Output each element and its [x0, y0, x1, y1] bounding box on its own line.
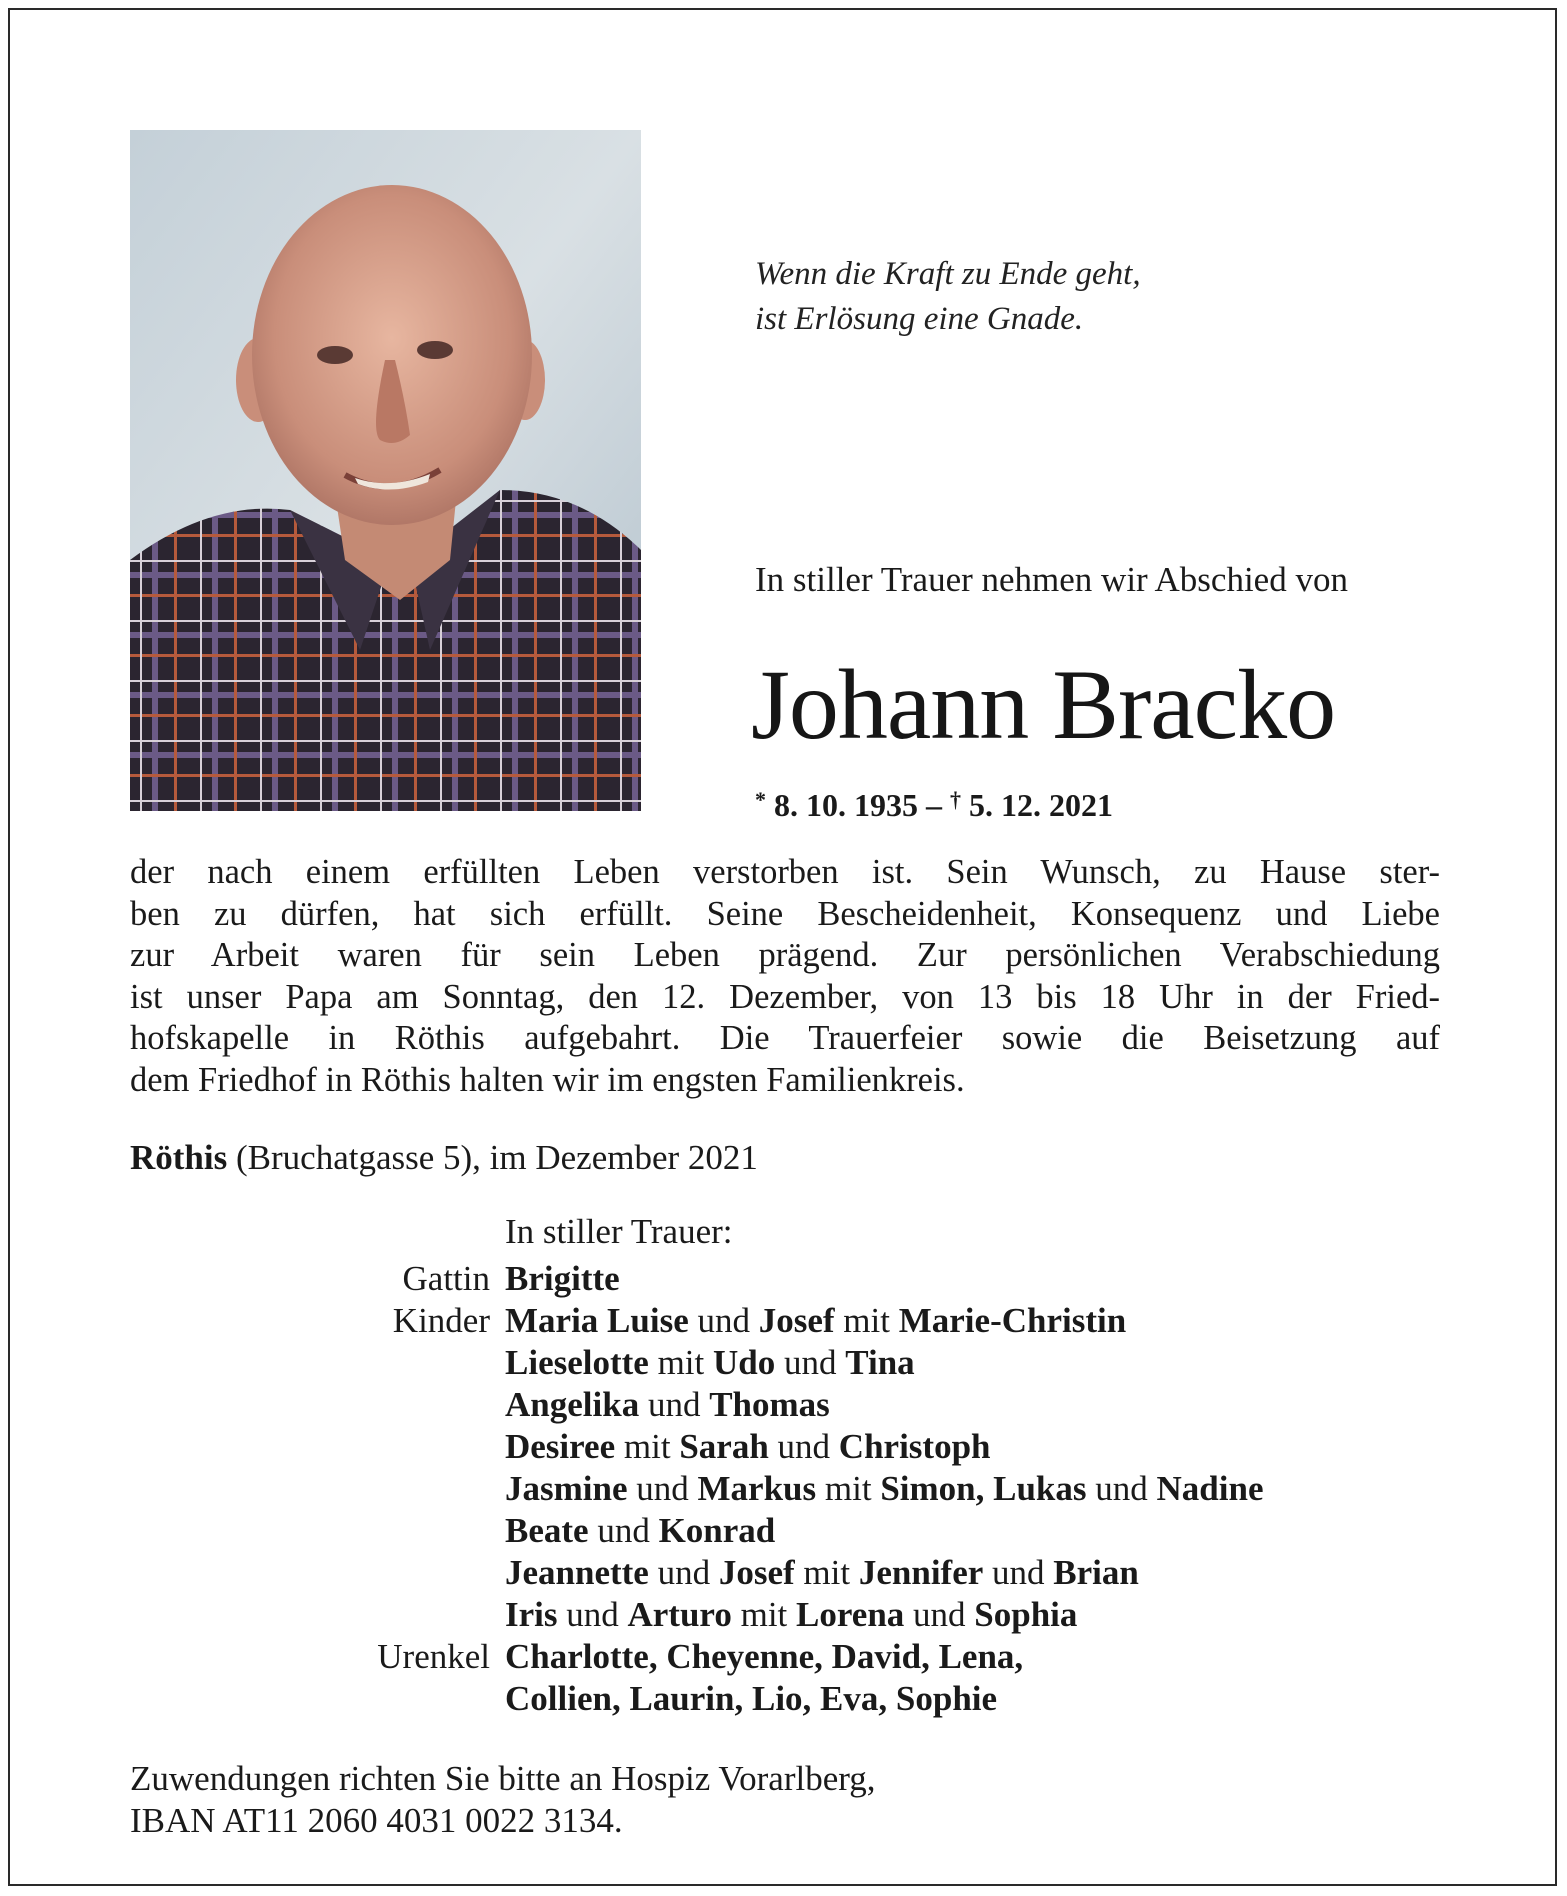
family-member-name: Sarah — [679, 1427, 769, 1466]
family-member-name: Charlotte, Cheyenne, David, Lena, — [505, 1637, 1024, 1676]
family-connector: und — [768, 1427, 839, 1466]
family-members — [505, 1510, 775, 1552]
family-member-name: Josef — [718, 1553, 795, 1592]
family-row — [0, 1678, 1567, 1720]
family-members — [505, 1258, 620, 1300]
family-member-name: Konrad — [658, 1511, 776, 1550]
body-line: hofskapelle in Röthis aufgebahrt. Die Trauerfeier sowie die Beisetzung auf — [130, 1019, 1440, 1057]
family-list — [0, 1258, 1567, 1720]
family-member-name: Arturo — [627, 1595, 732, 1634]
family-connector: mit — [648, 1343, 714, 1382]
donation-note — [130, 1758, 876, 1842]
family-member-name: Brian — [1053, 1553, 1139, 1592]
family-row — [0, 1426, 1567, 1468]
birth-date: 8. 10. 1935 — [774, 787, 918, 823]
family-member-name: Lorena — [796, 1595, 905, 1634]
family-member-name: Brigitte — [505, 1259, 620, 1298]
mourners-heading: In stiller Trauer: — [505, 1212, 733, 1251]
family-role: Gattin — [402, 1259, 490, 1298]
family-member-name: Tina — [845, 1343, 915, 1382]
family-member-name: Marie-Christin — [898, 1301, 1127, 1340]
family-members — [505, 1594, 1077, 1636]
family-members — [505, 1636, 1023, 1678]
family-connector: und — [648, 1553, 719, 1592]
family-members — [505, 1384, 830, 1426]
deceased-name: Johann Bracko — [751, 649, 1336, 760]
iban-line: IBAN AT11 2060 4031 0022 3134. — [130, 1801, 623, 1840]
family-member-name: Lieselotte — [505, 1343, 649, 1382]
death-date: 5. 12. 2021 — [969, 787, 1113, 823]
family-members — [505, 1342, 915, 1384]
family-members — [505, 1552, 1139, 1594]
family-member-name: Jeannette — [505, 1553, 649, 1592]
family-member-name: Angelika — [505, 1385, 640, 1424]
family-member-name: Nadine — [1156, 1469, 1264, 1508]
family-members — [505, 1468, 1264, 1510]
place-address-date: (Bruchatgasse 5), im Dezember 2021 — [227, 1138, 758, 1177]
quote — [755, 252, 1455, 342]
portrait-photo — [130, 130, 641, 811]
family-row — [0, 1258, 1567, 1300]
family-connector: und — [904, 1595, 975, 1634]
family-connector: mit — [816, 1469, 881, 1508]
family-row — [0, 1636, 1567, 1678]
family-row — [0, 1300, 1567, 1342]
family-connector: und — [627, 1469, 698, 1508]
family-connector: und — [588, 1511, 659, 1550]
family-members — [505, 1300, 1126, 1342]
family-member-name: Christoph — [838, 1427, 991, 1466]
family-role: Kinder — [392, 1301, 490, 1340]
family-connector: und — [983, 1553, 1054, 1592]
donation-line: Zuwendungen richten Sie bitte an Hospiz Vorarlberg, — [130, 1759, 876, 1798]
family-member-name: Collien, Laurin, Lio, Eva, Sophie — [505, 1679, 998, 1718]
date-separator: – — [918, 787, 950, 823]
obituary-body — [130, 852, 1440, 1101]
family-connector: und — [1086, 1469, 1157, 1508]
birth-symbol: * — [755, 787, 766, 812]
family-member-name: Jennifer — [858, 1553, 984, 1592]
family-member-name: Sophia — [974, 1595, 1078, 1634]
family-row — [0, 1468, 1567, 1510]
body-line: ist unser Papa am Sonntag, den 12. Dezember, von 13 bis 18 Uhr in der Fried- — [130, 977, 1440, 1016]
family-member-name: Josef — [758, 1301, 835, 1340]
family-row — [0, 1510, 1567, 1552]
place-and-date — [130, 1136, 758, 1180]
family-connector: und — [639, 1385, 710, 1424]
family-connector: und — [557, 1595, 628, 1634]
death-symbol: † — [950, 787, 961, 812]
family-connector: mit — [794, 1553, 859, 1592]
family-row — [0, 1594, 1567, 1636]
family-connector: mit — [834, 1301, 899, 1340]
place-town: Röthis — [130, 1138, 228, 1177]
family-member-name: Simon, Lukas — [880, 1469, 1087, 1508]
family-row — [0, 1384, 1567, 1426]
quote-line: Wenn die Kraft zu Ende geht, — [755, 256, 1141, 292]
family-member-name: Jasmine — [505, 1469, 628, 1508]
family-member-name: Udo — [713, 1343, 776, 1382]
intro-text: In stiller Trauer nehmen wir Abschied von — [755, 560, 1348, 599]
family-connector: mit — [615, 1427, 680, 1466]
family-member-name: Maria Luise — [505, 1301, 689, 1340]
family-member-name: Iris — [505, 1595, 558, 1634]
family-connector: und — [775, 1343, 846, 1382]
family-row — [0, 1552, 1567, 1594]
family-connector: und — [688, 1301, 759, 1340]
family-row — [0, 1342, 1567, 1384]
family-connector: mit — [731, 1595, 797, 1634]
family-member-name: Beate — [505, 1511, 589, 1550]
life-dates — [755, 778, 1113, 827]
family-member-name: Thomas — [709, 1385, 830, 1424]
quote-line: ist Erlösung eine Gnade. — [755, 301, 1084, 337]
family-members — [505, 1426, 991, 1468]
family-members — [505, 1678, 997, 1720]
body-line: zur Arbeit waren für sein Leben prägend. Zur persönlichen Verabschiedung — [130, 936, 1440, 974]
body-line: dem Friedhof in Röthis halten wir im engsten Familienkreis. — [130, 1060, 965, 1099]
family-member-name: Markus — [697, 1469, 817, 1508]
body-line: der nach einem erfüllten Leben verstorben ist. Sein Wunsch, zu Hause ster- — [130, 853, 1440, 891]
body-line: ben zu dürfen, hat sich erfüllt. Seine Bescheidenheit, Konsequenz und Liebe — [130, 894, 1440, 933]
family-member-name: Desiree — [505, 1427, 616, 1466]
family-role: Urenkel — [377, 1637, 490, 1676]
